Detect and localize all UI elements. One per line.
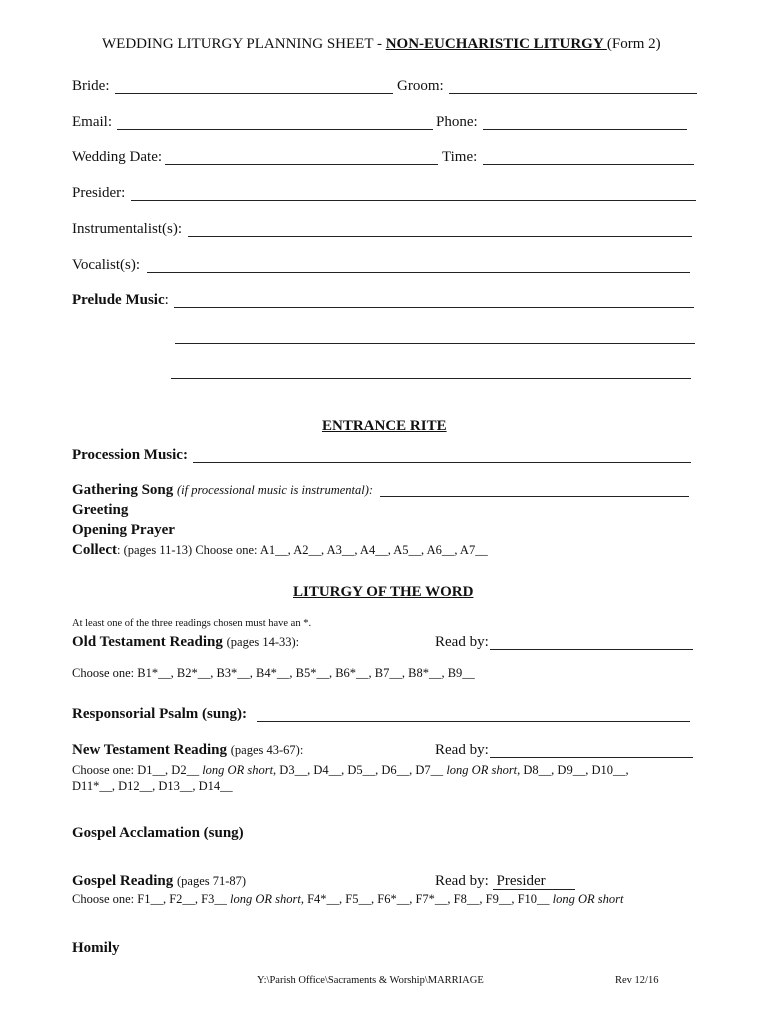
nt-choices-b: , D3__, D4__, D5__, D6__, D7__ (273, 763, 447, 777)
collect-label: Collect (72, 542, 117, 558)
phone-label: Phone: (436, 114, 478, 130)
instrumentalists-label: Instrumentalist(s): (72, 221, 182, 237)
nt-read-by-field[interactable] (490, 757, 693, 758)
nt-reading-pages: (pages 43-67): (230, 743, 304, 757)
entrance-rite-heading: ENTRANCE RITE (322, 418, 447, 434)
ot-reading-text: Old Testament Reading (72, 634, 223, 650)
gathering-song-label (72, 482, 373, 499)
email-label: Email: (72, 114, 112, 130)
prelude-music-text: Prelude Music (72, 292, 165, 308)
gathering-song-note: (if processional music is instrumental): (177, 483, 374, 497)
nt-read-by-label: Read by: (435, 742, 489, 758)
vocalists-field[interactable] (147, 272, 690, 273)
homily-label: Homily (72, 940, 120, 956)
title-form: (Form 2) (606, 36, 661, 52)
procession-music-field[interactable] (193, 462, 691, 463)
opening-prayer-label: Opening Prayer (72, 522, 175, 538)
ot-reading-label (72, 634, 299, 651)
gospel-choices-b-italic: long OR short (552, 892, 624, 906)
ot-read-by-label: Read by: (435, 634, 489, 650)
phone-field[interactable] (483, 129, 687, 130)
instrumentalists-field[interactable] (188, 236, 692, 237)
psalm-label: Responsorial Psalm (sung): (72, 706, 248, 722)
prelude-colon: : (164, 292, 169, 308)
gathering-song-field[interactable] (380, 496, 689, 497)
nt-choices-line1 (72, 763, 629, 778)
groom-label: Groom: (397, 78, 444, 94)
nt-choices-line2: D11*__, D12__, D13__, D14__ (72, 779, 233, 793)
gospel-reading-pages: (pages 71-87) (177, 874, 247, 888)
nt-choices-a: Choose one: D1__, D2__ (72, 763, 203, 777)
prelude-field-1[interactable] (174, 307, 694, 308)
gospel-choices-a: Choose one: F1__, F2__, F3__ (72, 892, 231, 906)
ot-reading-pages: (pages 14-33): (226, 635, 300, 649)
psalm-field[interactable] (257, 721, 690, 722)
wedding-date-field[interactable] (165, 164, 438, 165)
gospel-read-by (435, 873, 575, 890)
prelude-field-2[interactable] (175, 343, 695, 344)
collect-choices: : (pages 11-13) Choose one: A1__, A2__, A3__, A4__, A5__, A6__, A7__ (116, 543, 488, 557)
nt-choices-c: , D8__, D9__, D10__, (517, 763, 629, 777)
groom-field[interactable] (449, 93, 697, 94)
gospel-acclamation-label: Gospel Acclamation (sung) (72, 825, 244, 841)
title-main: NON-EUCHARISTIC LITURGY (385, 36, 607, 52)
email-field[interactable] (117, 129, 433, 130)
presider-label: Presider: (72, 185, 126, 201)
time-label: Time: (442, 149, 478, 165)
gospel-choices-a-italic: long OR short (230, 892, 301, 906)
title-prefix: WEDDING LITURGY PLANNING SHEET - (102, 36, 386, 52)
gathering-song-text: Gathering Song (72, 482, 174, 498)
procession-music-label: Procession Music: (72, 447, 188, 463)
prelude-field-3[interactable] (171, 378, 691, 379)
gospel-choices-b: , F4*__, F5__, F6*__, F7*__, F8__, F9__, F10__ (300, 892, 553, 906)
vocalists-label: Vocalist(s): (72, 257, 141, 273)
gospel-read-by-label: Read by: (435, 873, 493, 889)
readings-note: At least one of the three readings chosen must have an *. (72, 618, 312, 629)
ot-read-by-field[interactable] (490, 649, 693, 650)
time-field[interactable] (483, 164, 694, 165)
page-title (102, 36, 661, 53)
bride-label: Bride: (72, 78, 110, 94)
liturgy-word-heading: LITURGY OF THE WORD (293, 584, 474, 600)
nt-reading-label (72, 742, 303, 759)
gospel-choices (72, 892, 624, 907)
collect-row (72, 542, 488, 559)
presider-field[interactable] (131, 200, 696, 201)
gospel-reading-label (72, 873, 246, 890)
gospel-reader-field[interactable]: Presider (493, 873, 575, 890)
ot-choices: Choose one: B1*__, B2*__, B3*__, B4*__, B5*__, B6*__, B7__, B8*__, B9__ (72, 666, 475, 680)
wedding-date-label: Wedding Date: (72, 149, 163, 165)
footer-rev: Rev 12/16 (615, 975, 659, 986)
greeting-label: Greeting (72, 502, 129, 518)
footer-path: Y:\Parish Office\Sacraments & Worship\MARRIAGE (257, 975, 484, 986)
bride-field[interactable] (115, 93, 393, 94)
nt-reading-text: New Testament Reading (72, 742, 228, 758)
nt-choices-a-italic: long OR short (202, 763, 274, 777)
prelude-music-label (72, 292, 169, 309)
gospel-reading-text: Gospel Reading (72, 873, 174, 889)
nt-choices-b-italic: long OR short (446, 763, 518, 777)
